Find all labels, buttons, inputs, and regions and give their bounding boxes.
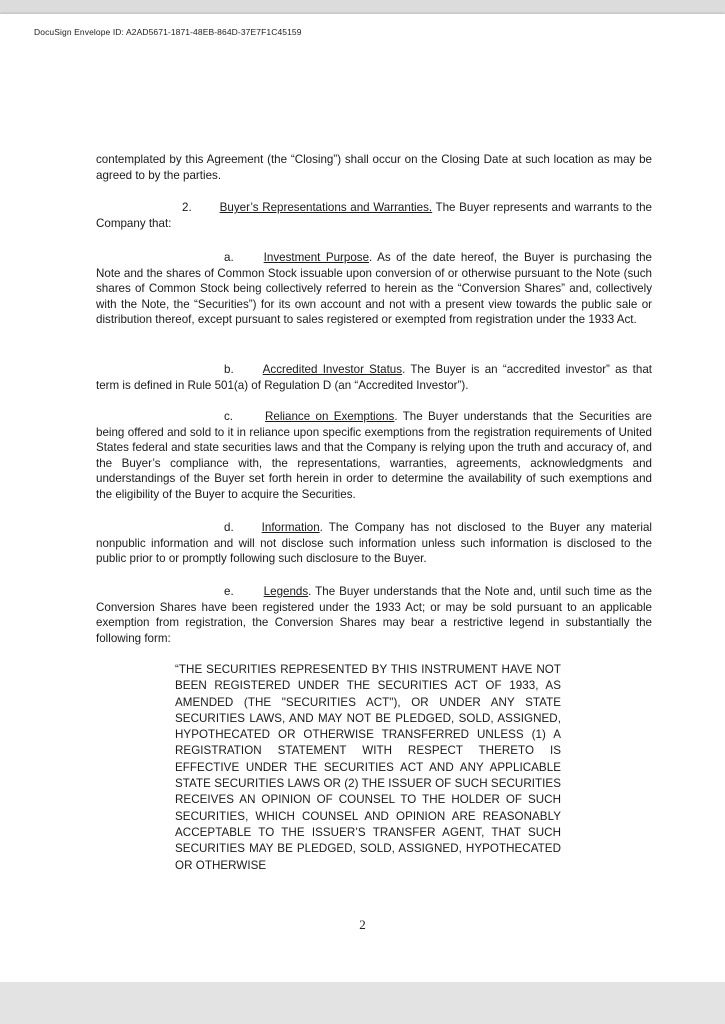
item-c-heading: Reliance on Exemptions (265, 410, 395, 423)
item-a-letter: a. (224, 251, 234, 264)
section-2-text: The Buyer represents and warrants to the Company that: (96, 201, 652, 230)
item-a-paragraph (96, 250, 652, 328)
item-e-text: . The Buyer understands that the Note and, until such time as the Conversion Shares have been registered under the 1933 Act; or may be sold pursuant to an applicable exemption from registration, the Conversion Shares may bear a restrictive legend in substantially the following form: (96, 585, 652, 645)
item-c-letter: c. (224, 410, 234, 423)
section-2-number: 2. (182, 201, 192, 214)
item-e-letter: e. (224, 585, 234, 598)
restrictive-legend-text: “THE SECURITIES REPRESENTED BY THIS INSTRUMENT HAVE NOT BEEN REGISTERED UNDER THE SECURITIES ACT OF 1933, AS AMENDED (THE "SECURITIES ACT"), OR UNDER ANY STATE SECURITIES LAWS, AND MAY NOT BE PLEDGED, SOLD, ASSIGNED, HYPOTHECATED OR OTHERWISE TRANSFERRED UNLESS (1) A REGISTRATION STATEMENT WITH RESPECT THERETO IS EFFECTIVE UNDER THE SECURITIES ACT AND ANY APPLICABLE STATE SECURITIES LAWS OR (2) THE ISSUER OF SUCH SECURITIES RECEIVES AN OPINION OF COUNSEL TO THE HOLDER OF SUCH SECURITIES, WHICH COUNSEL AND OPINION ARE REASONABLY ACCEPTABLE TO THE ISSUER’S TRANSFER AGENT, THAT SUCH SECURITIES MAY BE PLEDGED, SOLD, ASSIGNED, HYPOTHECATED OR OTHERWISE (175, 663, 561, 872)
item-b-paragraph (96, 362, 652, 393)
item-e-paragraph (96, 584, 652, 646)
docusign-envelope-id: DocuSign Envelope ID: A2AD5671-1871-48EB-864D-37E7F1C45159 (34, 27, 302, 37)
page-number: 2 (359, 917, 366, 932)
item-b-heading: Accredited Investor Status (262, 363, 403, 376)
scan-bottom-border (0, 982, 725, 1024)
item-a-heading: Investment Purpose (263, 251, 370, 264)
item-d-letter: d. (224, 521, 234, 534)
item-c-text: . The Buyer understands that the Securities are being offered and sold to it in reliance upon specific exemptions from the registration requirements of United States federal and state securities laws and that the Company is relying upon the truth and accuracy of, and the Buyer’s compliance with, the representations, warranties, agreements, acknowledgments and understandings of the Buyer set forth herein in order to determine the availability of such exemptions and the eligibility of the Buyer to acquire the Securities. (96, 410, 653, 501)
section-2-paragraph (96, 200, 652, 231)
item-b-letter: b. (224, 363, 234, 376)
item-d-heading: Information (261, 521, 320, 534)
item-b-text: . The Buyer is an “accredited investor” as that term is defined in Rule 501(a) of Regulation D (an “Accredited Investor”). (96, 363, 652, 392)
intro-paragraph: contemplated by this Agreement (the “Closing”) shall occur on the Closing Date at such location as may be agreed to by the parties. (96, 153, 652, 182)
item-d-paragraph (96, 520, 652, 567)
item-d-text: . The Company has not disclosed to the Buyer any material nonpublic information and will not disclose such information unless such information is disclosed to the public prior to or promptly following such disclosure to the Buyer. (96, 521, 652, 566)
item-c-paragraph (96, 409, 652, 503)
section-2-heading: Buyer’s Representations and Warranties. (219, 201, 433, 214)
scan-top-border (0, 0, 725, 14)
item-a-text: . As of the date hereof, the Buyer is purchasing the Note and the shares of Common Stock issuable upon conversion of or otherwise pursuant to the Note (such shares of Common Stock being collectively referred to herein as the “Conversion Shares” and, collectively with the Note, the “Securities”) for its own account and not with a present view towards the public sale or distribution thereof, except pursuant to sales registered or exempted from registration under the 1933 Act. (96, 251, 652, 327)
item-e-heading: Legends (263, 585, 309, 598)
